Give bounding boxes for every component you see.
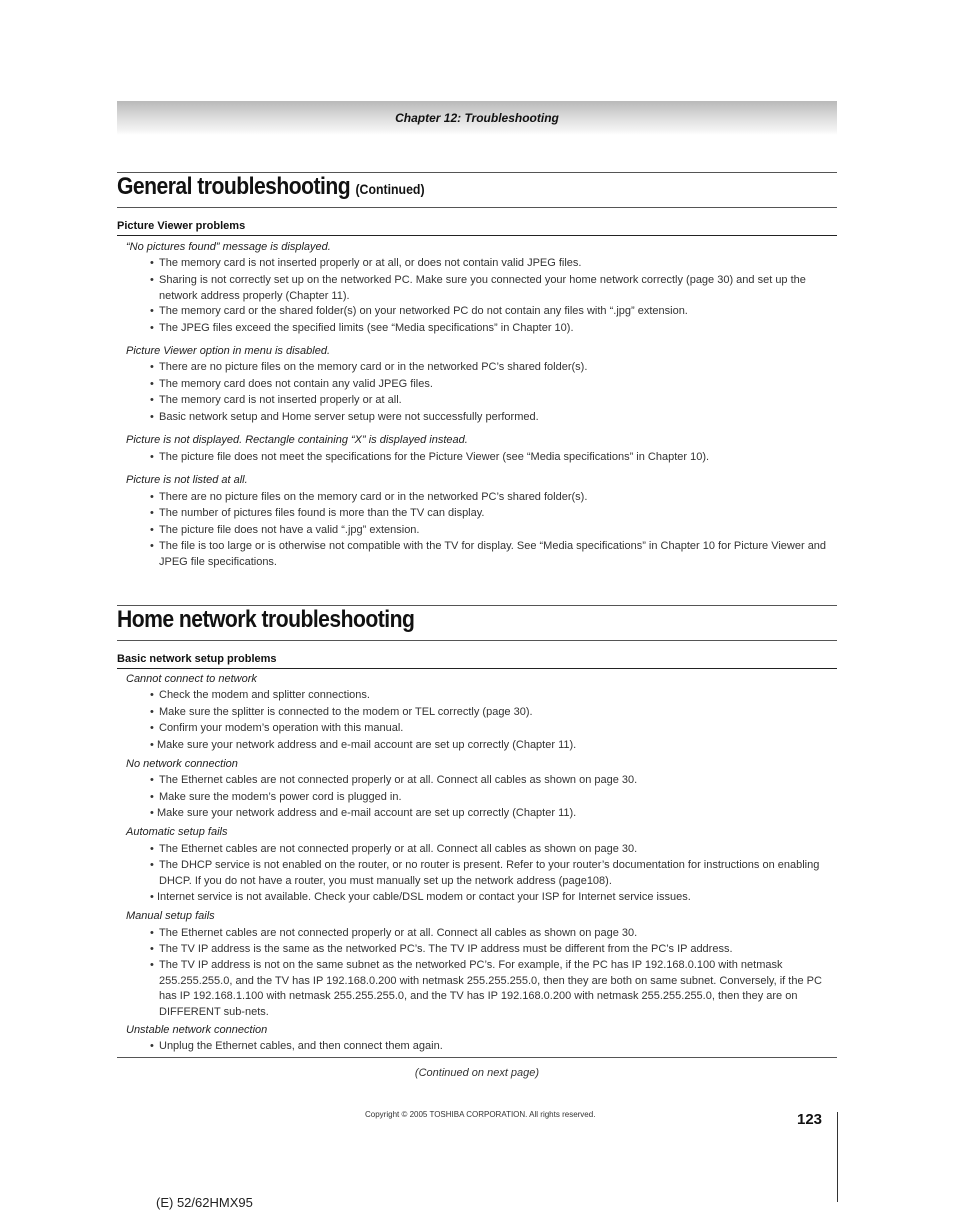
list-item (150, 958, 840, 1020)
bullet: • (150, 943, 154, 955)
item-text: There are no picture files on the memory card or in the networked PC’s shared folder(s). (159, 491, 588, 503)
item-text: The memory card is not inserted properly or at all. (159, 394, 402, 406)
bullet: • (150, 491, 154, 503)
bullet: • (150, 891, 154, 903)
bullet: • (150, 807, 154, 819)
subsection-rule (117, 235, 837, 236)
bullet: • (150, 411, 154, 423)
list-item (150, 705, 840, 721)
copyright-text: Copyright © 2005 TOSHIBA CORPORATION. All rights reserved. (365, 1110, 596, 1119)
bullet: • (150, 722, 154, 734)
chapter-title: Chapter 12: Troubleshooting (395, 111, 559, 125)
item-text: The TV IP address is not on the same subnet as the networked PC’s. For example, if the PC has IP 192.168.0.100 with netmask 255.255.255.0, and the TV has IP 192.168.0.200 with netmask 255.255.255.0, then they are both on same subnet. Conversely, if the PC has IP 192.168.1.100 with netmask 255.255.255.0, and the TV has IP 192.168.0.200 with netmask 255.255.255.0, then they are on DIFFERENT sub-nets. (159, 959, 822, 1018)
problem-title: Automatic setup fails (126, 826, 228, 838)
list-item (150, 790, 840, 806)
item-text: Make sure your network address and e-mail account are set up correctly (Chapter 11). (157, 739, 577, 751)
list-item (150, 738, 840, 754)
list-item (150, 410, 840, 426)
item-text: The number of pictures files found is more than the TV can display. (159, 507, 485, 519)
list-item (150, 523, 840, 539)
margin-vertical-rule (837, 1112, 838, 1202)
problem-title: Picture is not listed at all. (126, 474, 248, 486)
section-rule-bottom (117, 207, 837, 208)
continued-note: (Continued on next page) (414, 1067, 540, 1079)
item-text: The JPEG files exceed the specified limits (see “Media specifications” in Chapter 10). (159, 322, 574, 334)
bullet: • (150, 507, 154, 519)
list-item (150, 721, 840, 737)
list-item (150, 773, 840, 789)
list-item (150, 360, 840, 376)
item-text: Basic network setup and Home server setup were not successfully performed. (159, 411, 539, 423)
item-text: Internet service is not available. Check your cable/DSL modem or contact your ISP for Internet service issues. (157, 891, 691, 903)
subsection-title-basic-network: Basic network setup problems (117, 653, 277, 665)
problem-title: Picture Viewer option in menu is disabled. (126, 345, 331, 357)
bullet: • (150, 859, 154, 871)
item-text: The memory card is not inserted properly or at all, or does not contain valid JPEG files. (159, 257, 582, 269)
subsection-rule (117, 668, 837, 669)
list-item (150, 858, 840, 889)
list-item (150, 506, 840, 522)
item-text: Make sure your network address and e-mail account are set up correctly (Chapter 11). (157, 807, 577, 819)
bullet: • (150, 706, 154, 718)
item-text: The DHCP service is not enabled on the router, or no router is present. Refer to your router’s documentation for instructions on enabling DHCP. If you do not have a router, you must manually set up the network address (page108). (159, 859, 820, 887)
problem-title: Unstable network connection (126, 1024, 268, 1036)
bullet: • (150, 361, 154, 373)
bullet: • (150, 791, 154, 803)
item-text: There are no picture files on the memory card or in the networked PC’s shared folder(s). (159, 361, 588, 373)
section-title-home-network: Home network troubleshooting (117, 606, 415, 633)
list-item (150, 377, 840, 393)
list-item (150, 273, 840, 304)
item-text: The memory card or the shared folder(s) on your networked PC do not contain any files with “.jpg” extension. (159, 305, 688, 317)
list-item (150, 926, 840, 942)
problem-title: Cannot connect to network (126, 673, 257, 685)
list-item (150, 842, 840, 858)
list-item (150, 890, 840, 906)
bullet: • (150, 843, 154, 855)
list-item (150, 1039, 840, 1055)
bullet: • (150, 274, 154, 286)
bullet: • (150, 257, 154, 269)
problem-title: Manual setup fails (126, 910, 215, 922)
item-text: Make sure the modem’s power cord is plugged in. (159, 791, 402, 803)
bullet: • (150, 540, 154, 552)
section-end-rule (117, 1057, 837, 1058)
section-rule-bottom (117, 640, 837, 641)
problem-title: No network connection (126, 758, 238, 770)
list-item (150, 450, 840, 466)
model-number: (E) 52/62HMX95 (156, 1195, 253, 1210)
bullet: • (150, 774, 154, 786)
item-text: Sharing is not correctly set up on the networked PC. Make sure you connected your home network correctly (page 30) and set up the network address properly (Chapter 11). (159, 274, 806, 302)
list-item (150, 256, 840, 272)
bullet: • (150, 739, 154, 751)
problem-title: “No pictures found” message is displayed. (126, 241, 331, 253)
bullet: • (150, 305, 154, 317)
page-number: 123 (797, 1111, 823, 1128)
list-item (150, 688, 840, 704)
list-item (150, 539, 840, 570)
list-item (150, 393, 840, 409)
list-item (150, 490, 840, 506)
item-text: The picture file does not meet the specifications for the Picture Viewer (see “Media specifications” in Chapter 10). (159, 451, 710, 463)
item-text: Unplug the Ethernet cables, and then connect them again. (159, 1040, 443, 1052)
section-title-general (117, 173, 425, 201)
bullet: • (150, 394, 154, 406)
item-text: The Ethernet cables are not connected properly or at all. Connect all cables as shown on page 30. (159, 843, 638, 855)
list-item (150, 942, 840, 958)
list-item (150, 321, 840, 337)
item-text: The file is too large or is otherwise not compatible with the TV for display. See “Media specifications” in Chapter 10 for Picture Viewer and JPEG file specifications. (159, 540, 827, 568)
bullet: • (150, 322, 154, 334)
chapter-header-bar (117, 101, 837, 135)
continued-label: (Continued) (355, 181, 425, 197)
section-title-text: General troubleshooting (117, 173, 351, 200)
bullet: • (150, 1040, 154, 1052)
bullet: • (150, 451, 154, 463)
bullet: • (150, 378, 154, 390)
bullet: • (150, 524, 154, 536)
bullet: • (150, 927, 154, 939)
item-text: Confirm your modem’s operation with this manual. (159, 722, 404, 734)
item-text: The TV IP address is the same as the networked PC’s. The TV IP address must be different from the PC’s IP address. (159, 943, 733, 955)
bullet: • (150, 689, 154, 701)
item-text: Check the modem and splitter connections. (159, 689, 370, 701)
item-text: The Ethernet cables are not connected properly or at all. Connect all cables as shown on page 30. (159, 774, 638, 786)
item-text: The picture file does not have a valid “.jpg” extension. (159, 524, 420, 536)
bullet: • (150, 959, 154, 971)
list-item (150, 806, 840, 822)
problem-title: Picture is not displayed. Rectangle containing “X” is displayed instead. (126, 434, 468, 446)
list-item (150, 304, 840, 320)
subsection-title-picture-viewer: Picture Viewer problems (117, 220, 246, 232)
item-text: The memory card does not contain any valid JPEG files. (159, 378, 433, 390)
item-text: Make sure the splitter is connected to the modem or TEL correctly (page 30). (159, 706, 533, 718)
item-text: The Ethernet cables are not connected properly or at all. Connect all cables as shown on page 30. (159, 927, 638, 939)
